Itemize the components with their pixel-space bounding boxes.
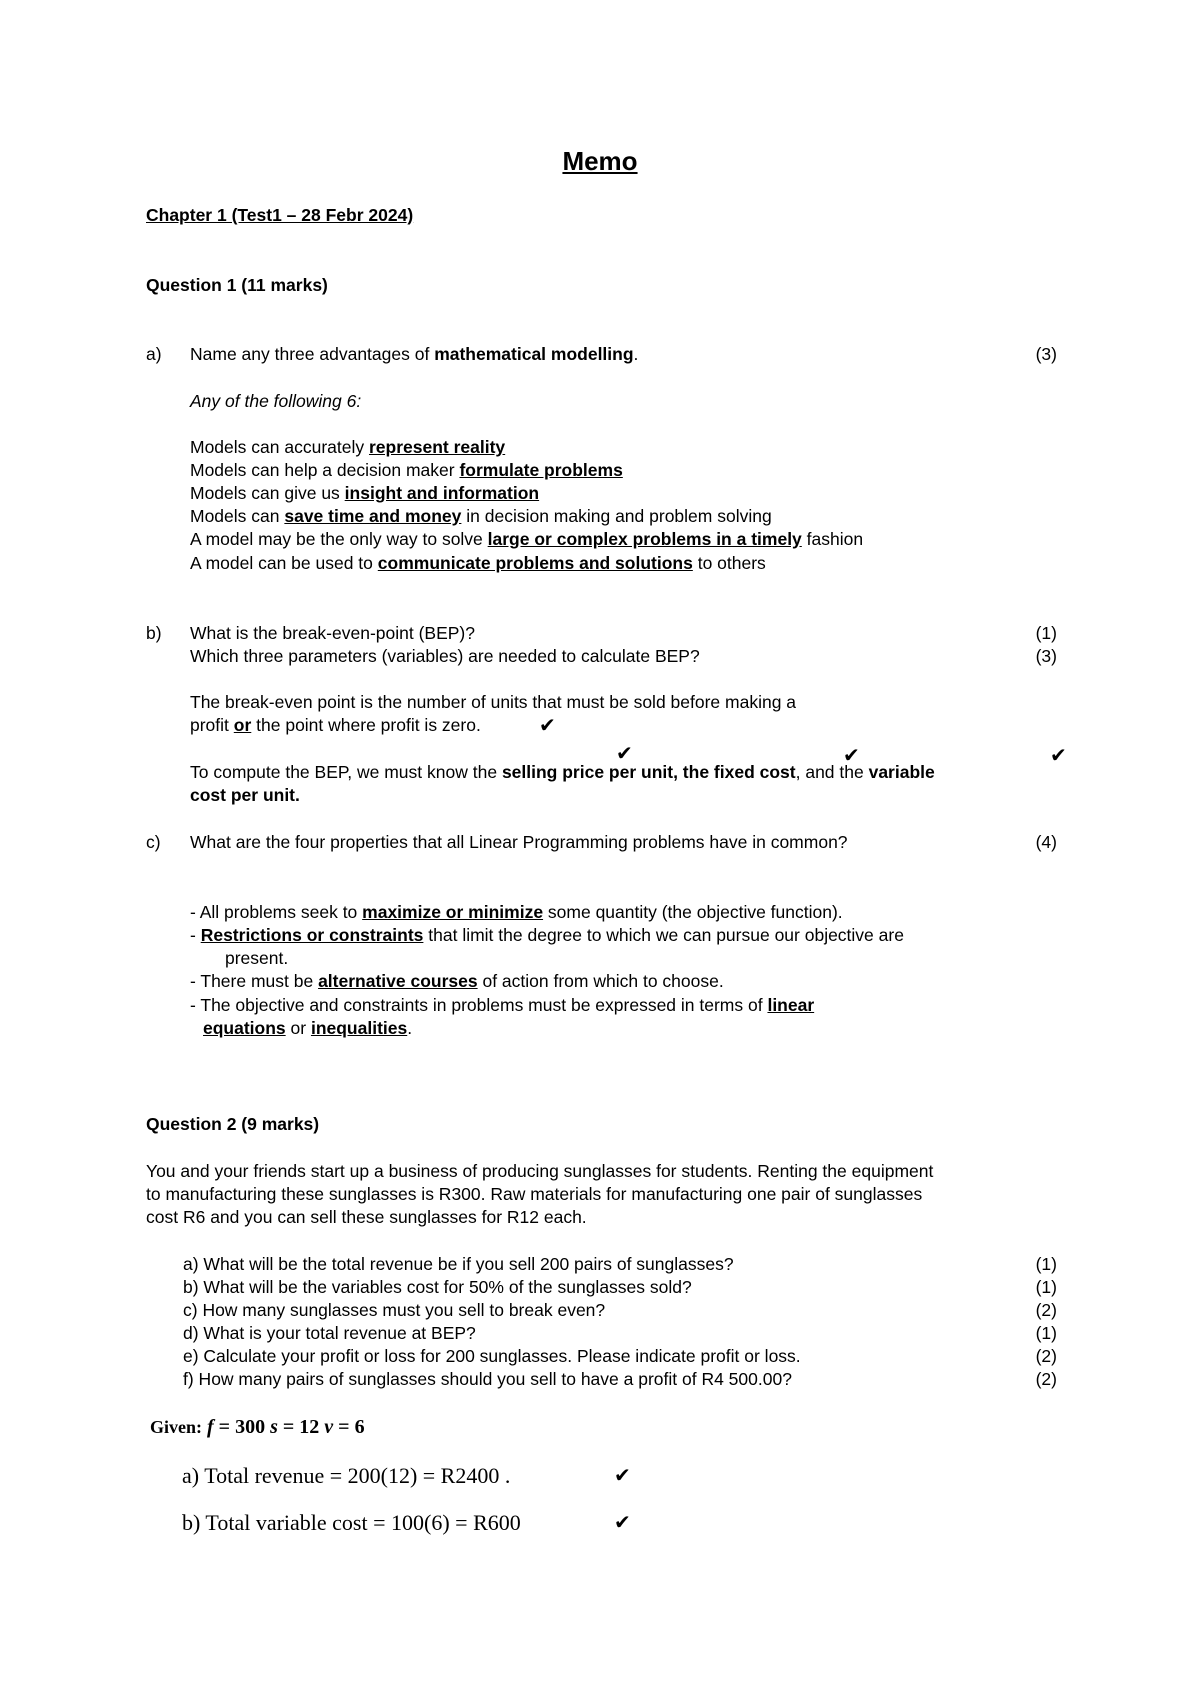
answer-a: a) Total revenue = 200(12) = R2400 .	[182, 1463, 511, 1488]
q2-item-c-marks: (2)	[1035, 1300, 1057, 1320]
q1a-answer-2: Models can help a decision maker formulate problems	[190, 460, 623, 480]
page-title: Memo	[562, 146, 638, 176]
q1b-answer-line-1: The break-even point is the number of units that must be sold before making a	[190, 692, 797, 712]
q1a-label: a)	[146, 344, 162, 364]
q1c-label: c)	[146, 832, 161, 852]
check-mark-icon: ✔	[614, 1463, 631, 1487]
q1c-answer-4-cont: equations or inequalities.	[203, 1018, 413, 1038]
check-mark-icon: ✔	[616, 741, 633, 765]
q1b-label: b)	[146, 623, 162, 643]
q1b-answer-line-2: profit or the point where profit is zero.	[190, 715, 481, 735]
q2-item-d-marks: (1)	[1035, 1323, 1057, 1343]
check-mark-icon: ✔	[539, 713, 556, 737]
q2-intro-line-2: to manufacturing these sunglasses is R300. Raw materials for manufacturing one pair of sunglasses	[146, 1184, 923, 1204]
q1b-answer-2-line-1: To compute the BEP, we must know the selling price per unit, the fixed cost, and the variable	[190, 762, 935, 782]
q1a-question: Name any three advantages of mathematical modelling.	[190, 344, 639, 364]
q1c-marks: (4)	[1035, 832, 1057, 852]
q1c-answer-3: - There must be alternative courses of action from which to choose.	[190, 971, 724, 991]
q1a-answer-4: Models can save time and money in decision making and problem solving	[190, 506, 772, 526]
q1b-question-2: Which three parameters (variables) are needed to calculate BEP?	[190, 646, 700, 666]
q1a-answer-5: A model may be the only way to solve large or complex problems in a timely fashion	[190, 529, 864, 549]
question-1-heading: Question 1 (11 marks)	[146, 275, 328, 295]
q2-item-f: f) How many pairs of sunglasses should you sell to have a profit of R4 500.00?	[183, 1369, 792, 1389]
answer-b: b) Total variable cost = 100(6) = R600	[182, 1510, 521, 1535]
q2-item-c: c) How many sunglasses must you sell to break even?	[183, 1300, 606, 1320]
q2-item-a-marks: (1)	[1035, 1254, 1057, 1274]
q1a-answer-6: A model can be used to communicate problems and solutions to others	[190, 553, 766, 573]
q2-item-b: b) What will be the variables cost for 50% of the sunglasses sold?	[183, 1277, 692, 1297]
q1b-marks-1: (1)	[1035, 623, 1057, 643]
check-mark-icon: ✔	[1050, 743, 1067, 767]
q2-intro-line-1: You and your friends start up a business of producing sunglasses for students. Renting the equipment	[146, 1161, 934, 1181]
q1a-note: Any of the following 6:	[190, 391, 362, 411]
check-mark-icon: ✔	[843, 743, 860, 767]
q2-item-a: a) What will be the total revenue be if you sell 200 pairs of sunglasses?	[183, 1254, 734, 1274]
check-mark-icon: ✔	[614, 1510, 631, 1534]
q1c-question: What are the four properties that all Linear Programming problems have in common?	[190, 832, 848, 852]
q1c-answer-2: - Restrictions or constraints that limit the degree to which we can pursue our objective are	[190, 925, 904, 945]
q1c-answer-2-cont: present.	[225, 948, 289, 968]
q1b-marks-2: (3)	[1035, 646, 1057, 666]
q2-item-e: e) Calculate your profit or loss for 200 sunglasses. Please indicate profit or loss.	[183, 1346, 801, 1366]
q1a-marks: (3)	[1035, 344, 1057, 364]
chapter-heading: Chapter 1 (Test1 – 28 Febr 2024)	[146, 205, 414, 225]
q1a-answer-1: Models can accurately represent reality	[190, 437, 506, 457]
q1b-answer-2-line-2: cost per unit.	[190, 785, 300, 805]
q1c-answer-4: - The objective and constraints in problems must be expressed in terms of linear	[190, 995, 815, 1015]
q1c-answer-1: - All problems seek to maximize or minimize some quantity (the objective function).	[190, 902, 843, 922]
q2-item-b-marks: (1)	[1035, 1277, 1057, 1297]
q2-item-e-marks: (2)	[1035, 1346, 1057, 1366]
q2-intro-line-3: cost R6 and you can sell these sunglasses for R12 each.	[146, 1207, 587, 1227]
q1a-answer-3: Models can give us insight and information	[190, 483, 540, 503]
given-line: Given: f = 300 s = 12 v = 6	[150, 1416, 365, 1438]
q2-item-f-marks: (2)	[1035, 1369, 1057, 1389]
q1b-question-1: What is the break-even-point (BEP)?	[190, 623, 475, 643]
question-2-heading: Question 2 (9 marks)	[146, 1114, 320, 1134]
q2-item-d: d) What is your total revenue at BEP?	[183, 1323, 476, 1343]
